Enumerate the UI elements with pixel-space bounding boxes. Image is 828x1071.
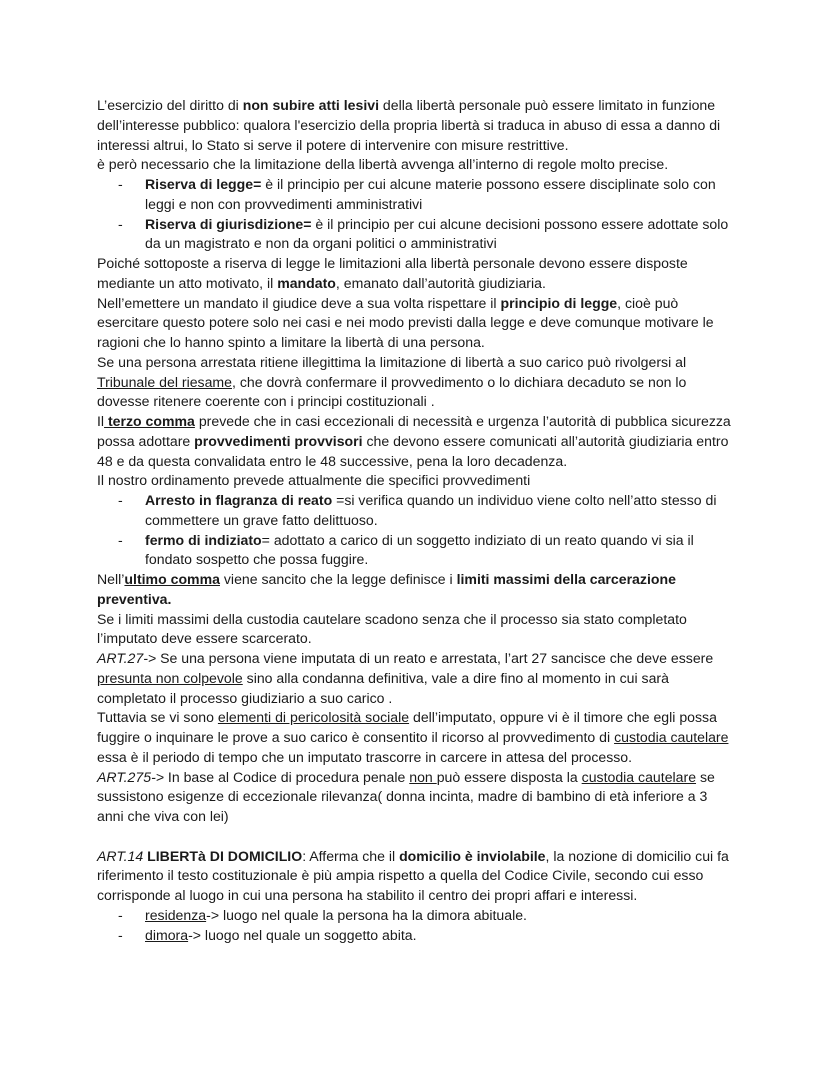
riserve-list bbox=[97, 175, 737, 254]
list-item: - Riserva di legge= è il principio per cui alcune materie possono essere disciplinate solo con leggi e non con provvedimenti amministrativi bbox=[145, 175, 737, 215]
provvedimenti-list bbox=[97, 491, 737, 570]
tuttavia-paragraph: Tuttavia se vi sono elementi di pericolosità sociale dell’imputato, oppure vi è il timore che egli possa fuggire o inquinare le prove a suo carico è consentito il ricorso al provvedimento di custodia cautelare essa è il periodo di tempo che un imputato trascorre in carcere in attesa del processo. bbox=[97, 709, 729, 765]
custodia-paragraph: Se i limiti massimi della custodia cautelare scadono senza che il processo sia stato completato l’imputato deve essere scarcerato. bbox=[97, 610, 687, 647]
list-item: - Arresto in flagranza di reato =si verifica quando un individuo viene colto nell’atto stesso di commettere un grave fatto delittuoso. bbox=[145, 491, 737, 531]
art27-paragraph: ART.27-> Se una persona viene imputata di un reato e arrestata, l’art 27 sancisce che deve essere presunta non colpevole sino alla condanna definitiva, vale a dire fino al momento in cui sarà completato il processo giudiziario a suo carico . bbox=[97, 650, 714, 706]
luoghi-list bbox=[97, 906, 737, 946]
terzo-comma-paragraph: Il terzo comma prevede che in casi eccezionali di necessità e urgenza l’autorità di pubblica sicurezza possa adottare provvedimenti provvisori che devono essere comunicati all’autorità giudiziaria entro 48 e da questa convalidata entro le 48 successive, pena la loro decadenza. bbox=[97, 413, 731, 469]
paragraph-gap bbox=[97, 827, 737, 847]
art275-paragraph: ART.275-> In base al Codice di procedura penale non può essere disposta la custodia cautelare se sussistono esigenze di eccezionale rilevanza( donna incinta, madre di bambino di età inferiore a 3 anni che viva con lei) bbox=[97, 768, 715, 824]
riesame-paragraph: Se una persona arrestata ritiene illegittima la limitazione di libertà a suo carico può rivolgersi al Tribunale del riesame, che dovrà confermare il provvedimento o lo dichiara decaduto se non lo dovesse ritenere coerente con i principi costituzionali . bbox=[97, 353, 687, 410]
intro-paragraph: L’esercizio del diritto di non subire atti lesivi della libertà personale può essere limitato in funzione dell’interesse pubblico: qualora l'esercizio della propria libertà si traduca in abuso di essa a danno di interessi altrui, lo Stato si serve il potere di intervenire con misure restrittive. è però necessario che la limitazione della libertà avvenga all’interno di regole molto precise. bbox=[97, 97, 721, 173]
emphasis: non subire atti lesivi bbox=[242, 97, 379, 113]
list-item: - dimora-> luogo nel quale un soggetto abita. bbox=[145, 926, 737, 946]
ordinamento-paragraph: Il nostro ordinamento prevede attualmente die specifici provvedimenti bbox=[97, 472, 531, 489]
art14-paragraph: ART.14 LIBERTà DI DOMICILIO: Afferma che il domicilio è inviolabile, la nozione di domicilio cui fa riferimento il testo costituzionale è più ampia rispetto a quella del Codice Civile, secondo cui esso corrisponde al luogo in cui una persona ha stabilito il centro dei propri affari e interessi. bbox=[97, 847, 729, 903]
ultimo-comma-paragraph: Nell’ultimo comma viene sancito che la legge definisce i limiti massimi della carcerazione preventiva. bbox=[97, 571, 676, 607]
list-item: - Riserva di giurisdizione= è il principio per cui alcune decisioni possono essere adottate solo da un magistrato e non da organi politici o amministrativi bbox=[145, 215, 737, 255]
document-page bbox=[97, 96, 737, 945]
mandato-paragraph: Poiché sottoposte a riserva di legge le limitazioni alla libertà personale devono essere disposte mediante un atto motivato, il mandato, emanato dall’autorità giudiziaria. bbox=[97, 255, 688, 291]
principio-paragraph: Nell’emettere un mandato il giudice deve a sua volta rispettare il principio di legge, cioè può esercitare questo potere solo nei casi e nei modo previsti dalla legge e deve comunque motivare le ragioni che lo hanno spinto a limitare la libertà di una persona. bbox=[97, 294, 714, 350]
list-item: - residenza-> luogo nel quale la persona ha la dimora abituale. bbox=[145, 906, 737, 926]
list-item: - fermo di indiziato= adottato a carico di un soggetto indiziato di un reato quando vi sia il fondato sospetto che possa fuggire. bbox=[145, 531, 737, 571]
